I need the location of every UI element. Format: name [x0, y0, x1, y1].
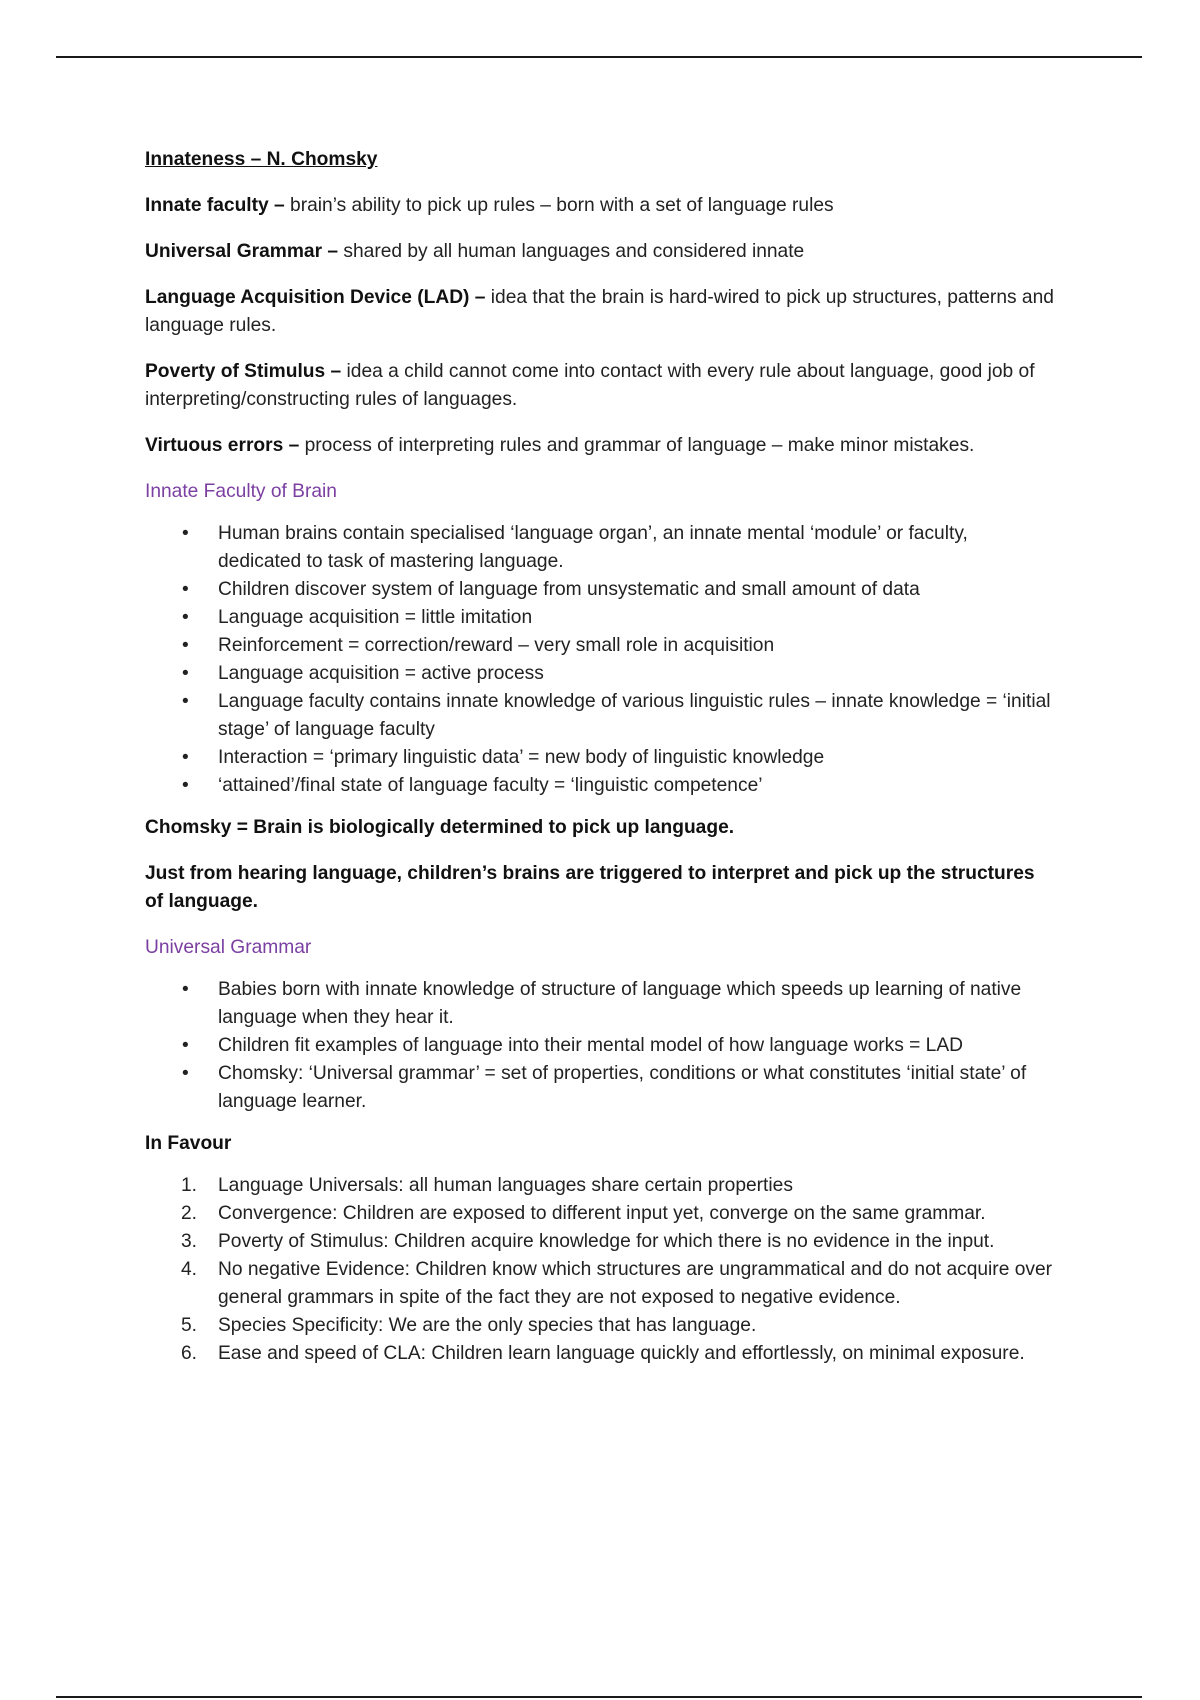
list-item	[145, 604, 1055, 632]
innate-faculty-list	[145, 520, 1055, 800]
definition-separator: –	[268, 195, 291, 216]
definition-separator: –	[283, 435, 305, 456]
bullet-icon: •	[182, 979, 189, 1000]
list-item-text: Children fit examples of language into their mental model of how language works = LAD	[218, 1035, 964, 1056]
list-item-text: Language acquisition = little imitation	[218, 607, 533, 628]
numbered-item	[145, 1256, 1055, 1312]
item-number: 2.	[181, 1203, 198, 1224]
definition-text: idea that the brain is hard-wired to pick up structures, patterns and language rules.	[145, 287, 1054, 336]
bullet-icon: •	[182, 579, 189, 600]
list-item-text: Language faculty contains innate knowledge of various linguistic rules – innate knowledge = ‘initial stage’ of language faculty	[218, 691, 1051, 740]
bullet-icon: •	[182, 523, 189, 544]
item-number: 5.	[181, 1315, 198, 1336]
list-item	[145, 688, 1055, 744]
list-item	[145, 744, 1055, 772]
list-item	[145, 576, 1055, 604]
numbered-item-text: No negative Evidence: Children know which structures are ungrammatical and do not acquire over general grammars in spite of the fact they are not exposed to negative evidence.	[218, 1259, 1053, 1308]
section-heading-innate-faculty: Innate Faculty of Brain	[145, 481, 337, 502]
list-item	[145, 772, 1055, 800]
definition-separator: –	[325, 361, 347, 382]
definition-lad	[145, 284, 1055, 340]
item-number: 4.	[181, 1259, 198, 1280]
numbered-item-text: Language Universals: all human languages share certain properties	[218, 1175, 793, 1196]
section-heading-universal-grammar: Universal Grammar	[145, 937, 312, 958]
list-item-text: Children discover system of language from unsystematic and small amount of data	[218, 579, 920, 600]
header-rule	[56, 56, 1142, 58]
in-favour-heading: In Favour	[145, 1133, 232, 1154]
list-item	[145, 1032, 1055, 1060]
definition-text: shared by all human languages and considered innate	[343, 241, 805, 262]
definition-term: Language Acquisition Device (LAD)	[145, 287, 470, 308]
bullet-icon: •	[182, 1035, 189, 1056]
item-number: 3.	[181, 1231, 198, 1252]
numbered-item-text: Species Specificity: We are the only species that has language.	[218, 1315, 757, 1336]
numbered-item	[145, 1312, 1055, 1340]
list-item-text: Human brains contain specialised ‘language organ’, an innate mental ‘module’ or faculty, dedicated to task of mastering language.	[218, 523, 968, 572]
item-number: 1.	[181, 1175, 198, 1196]
numbered-item-text: Ease and speed of CLA: Children learn language quickly and effortlessly, on minimal exposure.	[218, 1343, 1025, 1364]
list-item-text: Language acquisition = active process	[218, 663, 544, 684]
numbered-item	[145, 1228, 1055, 1256]
chomsky-statement: Chomsky = Brain is biologically determined to pick up language.	[145, 817, 735, 838]
definition-text: process of interpreting rules and grammar of language – make minor mistakes.	[304, 435, 975, 456]
list-item	[145, 976, 1055, 1032]
footer-rule	[56, 1696, 1142, 1698]
numbered-item	[145, 1340, 1055, 1368]
numbered-item-text: Poverty of Stimulus: Children acquire knowledge for which there is no evidence in the input.	[218, 1231, 995, 1252]
definition-term: Universal Grammar	[145, 241, 323, 262]
bullet-icon: •	[182, 1063, 189, 1084]
universal-grammar-list	[145, 976, 1055, 1116]
definition-separator: –	[469, 287, 491, 308]
definition-innate-faculty	[145, 192, 1055, 220]
definition-virtuous-errors	[145, 432, 1055, 460]
numbered-item	[145, 1200, 1055, 1228]
document-body	[145, 146, 1055, 1368]
list-item-text: Reinforcement = correction/reward – very small role in acquisition	[218, 635, 775, 656]
item-number: 6.	[181, 1343, 198, 1364]
numbered-item	[145, 1172, 1055, 1200]
bullet-icon: •	[182, 747, 189, 768]
list-item-text: Babies born with innate knowledge of structure of language which speeds up learning of native language when they hear it.	[218, 979, 1022, 1028]
definition-universal-grammar	[145, 238, 1055, 266]
definition-poverty-of-stimulus	[145, 358, 1055, 414]
definition-separator: –	[322, 241, 344, 262]
definition-term: Virtuous errors	[145, 435, 284, 456]
definition-term: Innate faculty	[145, 195, 269, 216]
bullet-icon: •	[182, 775, 189, 796]
hearing-language-statement: Just from hearing language, children’s brains are triggered to interpret and pick up the structures of language.	[145, 863, 1035, 912]
definition-text: idea a child cannot come into contact with every rule about language, good job of interpreting/constructing rules of languages.	[145, 361, 1035, 410]
definition-term: Poverty of Stimulus	[145, 361, 326, 382]
list-item	[145, 632, 1055, 660]
bullet-icon: •	[182, 635, 189, 656]
bullet-icon: •	[182, 663, 189, 684]
list-item	[145, 1060, 1055, 1116]
numbered-item-text: Convergence: Children are exposed to different input yet, converge on the same grammar.	[218, 1203, 986, 1224]
list-item-text: Chomsky: ‘Universal grammar’ = set of properties, conditions or what constitutes ‘initial state’ of language learner.	[218, 1063, 1027, 1112]
list-item-text: Interaction = ‘primary linguistic data’ = new body of linguistic knowledge	[218, 747, 825, 768]
list-item	[145, 660, 1055, 688]
list-item-text: ‘attained’/final state of language faculty = ‘linguistic competence’	[218, 775, 763, 796]
bullet-icon: •	[182, 607, 189, 628]
definition-text: brain’s ability to pick up rules – born with a set of language rules	[290, 195, 834, 216]
in-favour-list	[145, 1172, 1055, 1368]
list-item	[145, 520, 1055, 576]
page-title: Innateness – N. Chomsky	[145, 149, 378, 170]
bullet-icon: •	[182, 691, 189, 712]
